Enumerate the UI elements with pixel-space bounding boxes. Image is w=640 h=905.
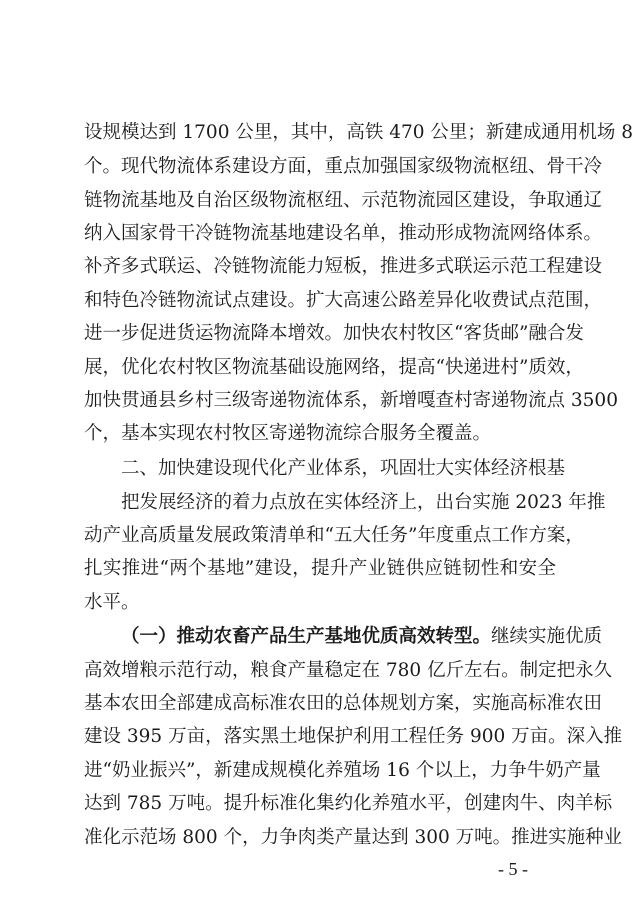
text-line: 进“奶业振兴”，新建成规模化养殖场 16 个以上，力争牛奶产量 <box>84 760 601 781</box>
text-line-lead <box>121 626 603 648</box>
text-line: 加快贯通县乡村三级寄递物流体系，新增嘎查村寄递物流点 3500 <box>84 390 618 411</box>
text-line: 个。现代物流体系建设方面，重点加强国家级物流枢纽、骨干冷 <box>84 156 603 177</box>
text-line: 和特色冷链物流试点建设。扩大高速公路差异化收费试点范围， <box>84 290 603 311</box>
text-line: 个，基本实现农村牧区寄递物流综合服务全覆盖。 <box>84 423 492 444</box>
text-line: 水平。 <box>84 592 140 613</box>
page-number: - 5 - <box>498 859 528 879</box>
text-line: 展，优化农村牧区物流基础设施网络，提高“快递进村”质效， <box>84 357 584 378</box>
text-line: 动产业高质量发展政策清单和“五大任务”年度重点工作方案， <box>84 525 584 546</box>
text-line: 设规模达到 1700 公里，其中，高铁 470 公里；新建成通用机场 8 <box>84 122 634 143</box>
text-line: 建设 395 万亩，落实黑土地保护利用工程任务 900 万亩。深入推 <box>84 726 623 747</box>
text-line: 链物流基地及自治区级物流枢纽、示范物流园区建设，争取通辽 <box>84 190 603 211</box>
text-line: 高效增粮示范行动，粮食产量稳定在 780 亿斤左右。制定把永久 <box>84 660 613 681</box>
text-line: 基本农田全部建成高标准农田的总体规划方案，实施高标准农田 <box>84 693 603 714</box>
section-heading: 二、加快建设现代化产业体系，巩固壮大实体经济根基 <box>121 458 566 479</box>
text-line: 准化示范场 800 个，力争肉类产量达到 300 万吨。推进实施种业 <box>84 827 623 848</box>
text-line: 进一步促进货运物流降本增效。加快农村牧区“客货邮”融合发 <box>84 323 584 344</box>
text-line: 补齐多式联运、冷链物流能力短板，推进多式联运示范工程建设 <box>84 256 603 277</box>
subheading-bold: （一）推动农畜产品生产基地优质高效转型。 <box>121 626 492 647</box>
text-line: 把发展经济的着力点放在实体经济上，出台实施 2023 年推 <box>121 492 606 513</box>
text-line: 纳入国家骨干冷链物流基地建设名单，推动形成物流网络体系。 <box>84 223 603 244</box>
lead-rest: 继续实施优质 <box>491 626 603 647</box>
text-line: 扎实推进“两个基地”建设，提升产业链供应链韧性和安全 <box>84 558 556 579</box>
text-line: 达到 785 万吨。提升标准化集约化养殖水平，创建肉牛、肉羊标 <box>84 793 613 814</box>
